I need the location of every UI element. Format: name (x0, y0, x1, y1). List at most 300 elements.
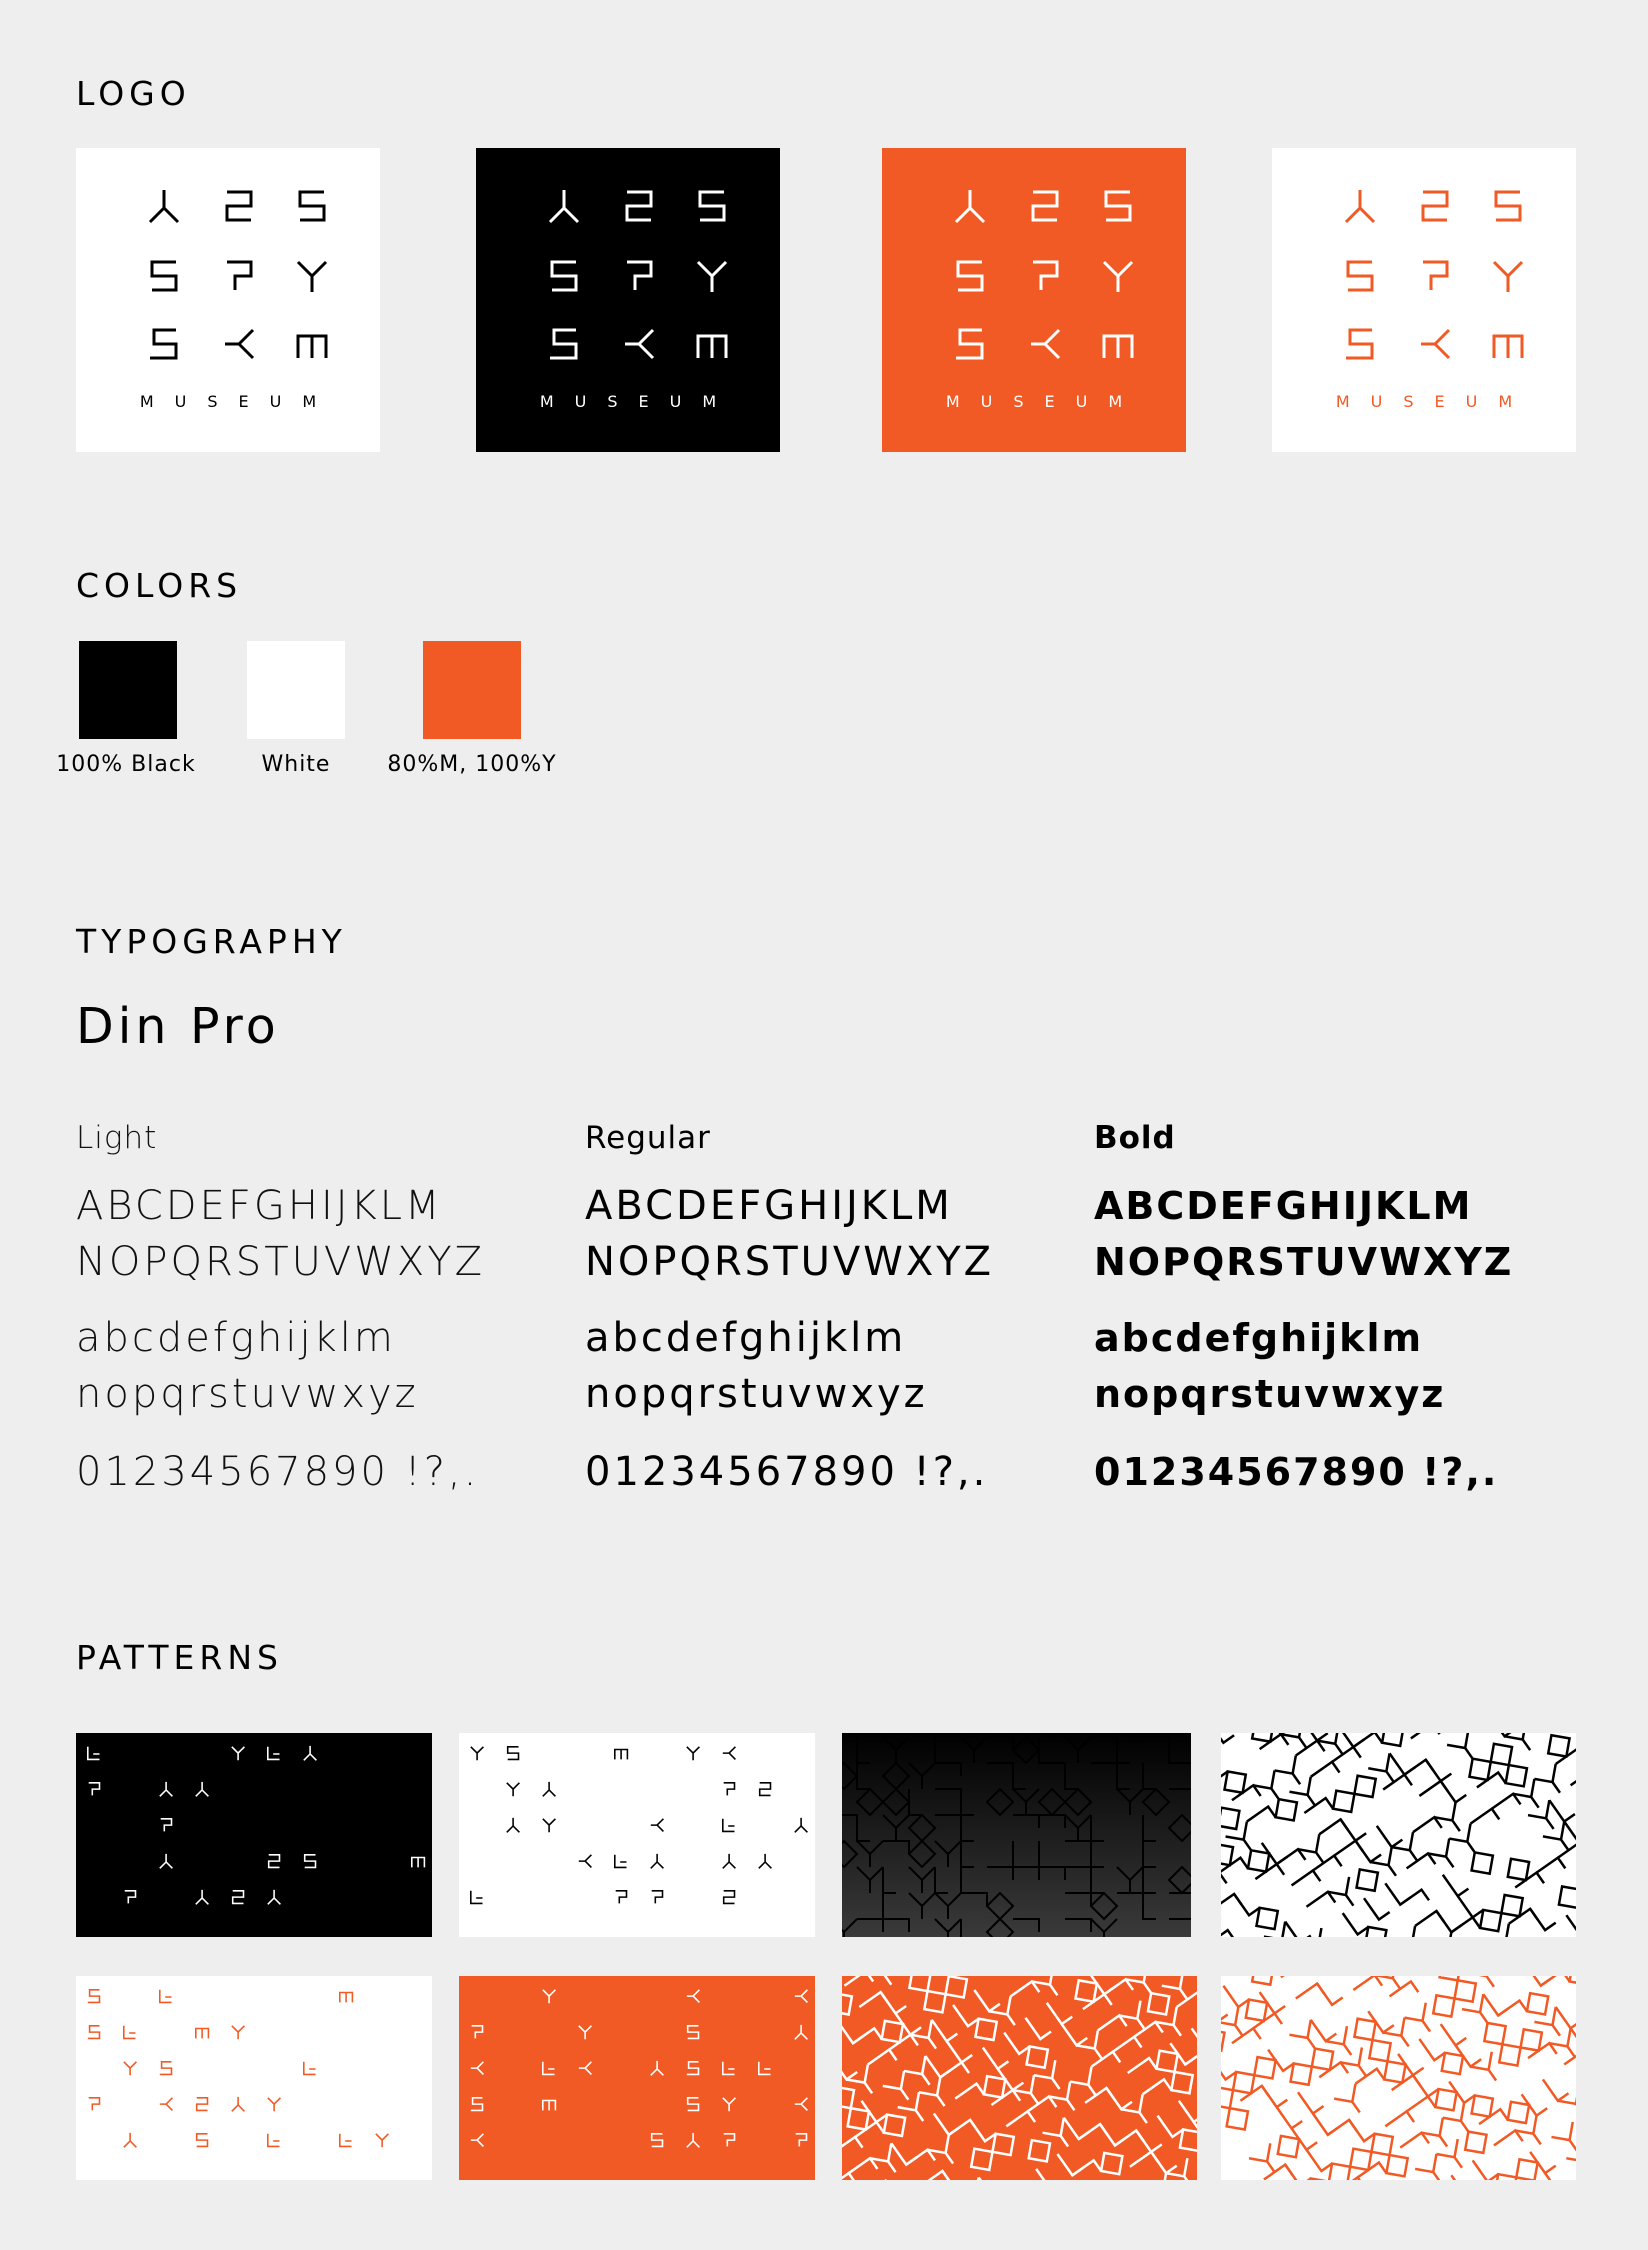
specimen-uppercase-2: NOPQRSTUVWXYZ (76, 1239, 486, 1285)
pattern-line (1556, 2000, 1576, 2029)
pattern-line (1343, 1906, 1369, 1935)
pattern-maze-orange-on-white (1221, 1976, 1576, 2180)
pattern-glyph (652, 1891, 663, 1904)
pattern-line (1179, 2093, 1197, 2122)
logo-wordmark: MUSEUM (539, 392, 738, 411)
pattern-maze-white (1221, 1733, 1576, 1937)
pattern-line (1232, 2028, 1261, 2054)
pattern-line (974, 1983, 1000, 2012)
pattern-glyph (304, 2062, 316, 2075)
pattern-glyph (268, 2098, 281, 2112)
pattern-line (1390, 1981, 1419, 2007)
pattern-line (1551, 2122, 1576, 2158)
pattern-line (874, 2013, 910, 2049)
pattern-line (1494, 2131, 1523, 2157)
logo-glyph (1421, 330, 1449, 358)
pattern-line (1260, 1734, 1289, 1760)
pattern-glyph (196, 1890, 209, 1904)
pattern-art (842, 1733, 1191, 1937)
pattern-glyph (760, 1783, 771, 1796)
pattern-maze-orange (842, 1976, 1197, 2180)
pattern-glyph (268, 1747, 280, 1760)
pattern-line (1500, 1851, 1536, 1887)
pattern-line (1543, 2072, 1569, 2101)
pattern-glyph (723, 1747, 736, 1760)
pattern-line (1519, 1986, 1555, 2022)
pattern-line (1083, 1994, 1112, 2020)
pattern-line (1498, 2001, 1527, 2027)
pattern-line (1443, 1867, 1469, 1896)
pattern-glyph (472, 2026, 483, 2039)
pattern-line (1530, 2144, 1556, 2173)
pattern-glyph (651, 2061, 664, 2075)
section-title-typography: TYPOGRAPHY (76, 922, 347, 961)
pattern-line (1341, 1812, 1367, 1841)
pattern-line (1221, 1873, 1227, 1899)
pattern-glyph (723, 2062, 735, 2075)
pattern-line (887, 1976, 923, 1977)
pattern-line (1317, 1976, 1343, 2005)
pattern-glyph (543, 1782, 556, 1796)
logo-glyph (298, 262, 326, 292)
weight-label-bold: Bold (1094, 1120, 1176, 1156)
weight-label-light: Light (76, 1120, 158, 1156)
pattern-glyph (543, 2062, 555, 2075)
pattern-glyph (579, 1855, 592, 1868)
logo-glyph (1031, 330, 1059, 358)
pattern-line (1311, 2012, 1337, 2041)
pattern-line (1266, 1733, 1292, 1734)
pattern-line (1051, 2175, 1087, 2180)
pattern-glyph (723, 1854, 736, 1868)
pattern-glyph (160, 2098, 173, 2111)
specimen-lowercase-2: nopqrstuvwxyz (1094, 1372, 1446, 1416)
pattern-line (1019, 2039, 1055, 2075)
pattern-line (1006, 2111, 1035, 2137)
pattern-line (1500, 2094, 1536, 2130)
font-name: Din Pro (76, 998, 280, 1055)
logo-glyph (152, 262, 176, 290)
pattern-line (1281, 1976, 1310, 1988)
specimen-numbers: 01234567890 !?,. (76, 1449, 480, 1495)
pattern-line (955, 2084, 984, 2110)
pattern-line (1128, 2058, 1157, 2084)
pattern-glyph (687, 1747, 700, 1761)
pattern-line (1368, 2004, 1394, 2033)
pattern-line (1428, 2082, 1464, 2118)
pattern-line (1551, 1879, 1576, 1915)
pattern-glyph (305, 1855, 316, 1868)
specimen-lowercase-1: abcdefghijklm (76, 1315, 396, 1361)
pattern-line (1336, 2177, 1365, 2180)
pattern-line (1177, 1992, 1197, 2018)
pattern-line (1415, 2154, 1451, 2180)
pattern-line (1434, 1802, 1470, 1838)
pattern-line (1234, 1887, 1260, 1916)
pattern-line (1379, 2148, 1415, 2180)
pattern-line (1302, 1733, 1328, 1741)
pattern-glyph (759, 2062, 771, 2075)
color-swatch-orange (423, 641, 521, 739)
section-title-colors: COLORS (76, 566, 243, 605)
pattern-line (1334, 2084, 1370, 2120)
specimen-uppercase-2: NOPQRSTUVWXYZ (1094, 1240, 1514, 1284)
pattern-line (1375, 1733, 1411, 1753)
pattern-glyph (232, 1747, 245, 1761)
pattern-line (1419, 2032, 1445, 2061)
logo-glyph (627, 262, 651, 290)
pattern-glyphs-white (459, 1733, 815, 1937)
pattern-line (1432, 1733, 1461, 1734)
pattern-glyph (124, 2062, 137, 2076)
pattern-glyph (232, 2097, 245, 2111)
pattern-line (1221, 2022, 1232, 2058)
pattern-line (1192, 2021, 1197, 2050)
pattern-line (1140, 1986, 1176, 2022)
pattern-glyph (471, 2134, 484, 2147)
logo-glyph (698, 336, 726, 358)
pattern-line (1319, 2062, 1348, 2088)
pattern-glyph (651, 1854, 664, 1868)
pattern-glyph (723, 1819, 735, 1832)
pattern-art (1221, 1733, 1576, 1937)
pattern-line (1451, 1917, 1480, 1937)
pattern-line (1268, 2042, 1294, 2071)
pattern-line (1543, 1822, 1576, 1858)
pattern-line (1541, 1976, 1570, 1996)
pattern-line (1549, 1793, 1575, 1822)
pattern-glyph (543, 2101, 556, 2111)
specimen-uppercase-1: ABCDEFGHIJKLM (76, 1183, 443, 1229)
pattern-line (1245, 1976, 1281, 1992)
pattern-glyph (124, 2133, 137, 2147)
pattern-line (991, 2090, 1020, 2116)
pattern-line (1422, 2118, 1458, 2154)
pattern-line (906, 2150, 935, 2176)
pattern-glyph (89, 2098, 100, 2111)
pattern-line (1562, 1976, 1576, 1992)
specimen-lowercase-2: nopqrstuvwxyz (76, 1371, 419, 1417)
pattern-line (1383, 1775, 1412, 1801)
pattern-line (1400, 2133, 1429, 2159)
pattern-glyph (543, 1819, 556, 1833)
pattern-line (1407, 1853, 1436, 1879)
pattern-glyph (232, 2026, 245, 2040)
pattern-glyph (652, 2134, 663, 2147)
pattern-glyph (340, 2134, 352, 2147)
pattern-glyph (543, 1990, 556, 2004)
pattern-line (1564, 2050, 1576, 2076)
pattern-line (1426, 1752, 1452, 1781)
pattern-line (1221, 1764, 1253, 1800)
pattern-line (842, 2051, 857, 2080)
pattern-line (1070, 2067, 1106, 2103)
pattern-line (1072, 2160, 1101, 2180)
pattern-line (1240, 1843, 1276, 1879)
pattern-line (1047, 1995, 1073, 2024)
section-title-patterns: PATTERNS (76, 1638, 283, 1677)
pattern-glyph (88, 1747, 100, 1760)
specimen-uppercase-1: ABCDEFGHIJKLM (585, 1183, 953, 1229)
pattern-glyphs-white-on-orange (459, 1976, 815, 2180)
pattern-line (1490, 1733, 1516, 1736)
pattern-line (1296, 1741, 1325, 1767)
pattern-line (868, 2050, 897, 2076)
pattern-line (1185, 2050, 1197, 2076)
pattern-line (861, 2093, 887, 2122)
pattern-line (1400, 1890, 1429, 1916)
pattern-glyph (471, 2062, 484, 2075)
weight-label-regular: Regular (585, 1120, 711, 1156)
logo-glyph (550, 330, 576, 358)
pattern-line (1109, 2174, 1135, 2180)
color-label-white: White (261, 752, 331, 777)
logo-variant-black-on-white (76, 148, 380, 452)
pattern-line (1221, 1894, 1242, 1920)
pattern-line (1396, 1976, 1432, 1981)
pattern-glyph (304, 1746, 317, 1760)
logo-wordmark: MUSEUM (139, 392, 338, 411)
pattern-line (1558, 2086, 1576, 2122)
section-title-logo: LOGO (76, 74, 191, 113)
pattern-line (1262, 2078, 1288, 2107)
pattern-glyph (688, 2026, 699, 2039)
pattern-line (1021, 2133, 1057, 2169)
pattern-line (1260, 1985, 1286, 2014)
pattern-line (842, 2123, 844, 2152)
pattern-glyph (507, 1783, 520, 1797)
specimen-lowercase-1: abcdefghijklm (1094, 1316, 1424, 1360)
logo-glyph (150, 190, 178, 222)
pattern-glyph (340, 1993, 353, 2003)
logo-glyph (150, 330, 176, 358)
logo-glyph (956, 330, 982, 358)
pattern-line (1285, 1914, 1311, 1937)
pattern-line (1464, 2088, 1500, 2124)
pattern-glyph (723, 2098, 736, 2112)
pattern-line (1364, 1891, 1390, 1920)
logo-glyph (550, 190, 578, 222)
pattern-line (1223, 1978, 1249, 2007)
pattern-line (1049, 2082, 1085, 2118)
pattern-line (1571, 1770, 1576, 1796)
logo-glyph (1496, 192, 1520, 220)
pattern-line (842, 2101, 876, 2137)
pattern-line (1534, 1764, 1570, 1800)
pattern-line (976, 2069, 1012, 2105)
pattern-line (1522, 2087, 1548, 2116)
pattern-line (910, 2020, 946, 2056)
logo-glyph (298, 336, 326, 358)
pattern-line (1092, 2052, 1121, 2078)
type-specimen-regular (585, 1120, 1085, 1500)
pattern-line (968, 2011, 1004, 2047)
pattern-line (1264, 2165, 1293, 2180)
logo-glyph (1104, 262, 1132, 292)
pattern-line (1479, 2109, 1508, 2135)
pattern-art (76, 1976, 432, 2180)
logo-variant-white-on-black (476, 148, 780, 452)
pattern-line (1221, 2007, 1253, 2043)
pattern-line (853, 2028, 882, 2054)
pattern-line (844, 1976, 873, 1996)
color-label-black: 100% Black (56, 752, 196, 777)
logo-wordmark: MUSEUM (945, 392, 1144, 411)
pattern-glyph (724, 2134, 735, 2147)
pattern-glyph (124, 2026, 136, 2039)
pattern-line (1136, 2123, 1162, 2152)
pattern-line (842, 1986, 859, 2022)
pattern-line (870, 2143, 906, 2179)
pattern-glyph (795, 2025, 808, 2039)
specimen-lowercase-1: abcdefghijklm (585, 1315, 907, 1361)
pattern-line (1377, 1818, 1403, 1847)
pattern-glyph (233, 1891, 244, 1904)
pattern-line (1458, 2124, 1494, 2160)
pattern-glyphs-orange-on-white (76, 1976, 432, 2180)
pattern-line (1411, 1733, 1440, 1749)
pattern-line (1298, 1834, 1334, 1870)
pattern-art (842, 1976, 1197, 2180)
pattern-line (1477, 1773, 1506, 1799)
pattern-line (1270, 2128, 1306, 2164)
pattern-line (1541, 1733, 1576, 1764)
pattern-glyph (687, 2133, 700, 2147)
pattern-glyph (724, 1891, 735, 1904)
pattern-glyph (88, 1990, 100, 2003)
pattern-line (1121, 2094, 1157, 2130)
pattern-glyph (160, 2062, 172, 2075)
logo-glyph (1494, 336, 1522, 358)
pattern-glyph (160, 1854, 173, 1868)
logo-glyph (698, 262, 726, 292)
pattern-glyph (268, 1890, 281, 1904)
logo-glyph (1104, 336, 1132, 358)
pattern-line (1221, 1993, 1228, 2022)
pattern-line (1385, 2111, 1414, 2137)
pattern-line (1275, 1756, 1311, 1792)
pattern-glyph (579, 2062, 592, 2075)
pattern-line (1300, 1928, 1336, 1937)
logo-glyph (1346, 190, 1374, 222)
logo-variant-white-on-orange (882, 148, 1186, 452)
pattern-line (1172, 2122, 1197, 2158)
logo-glyph (958, 262, 982, 290)
pattern-glyphs-black (76, 1733, 432, 1937)
pattern-glyph (161, 1819, 172, 1832)
pattern-line (1530, 1901, 1556, 1930)
pattern-glyph (471, 2098, 483, 2111)
logo-glyph (1494, 262, 1522, 292)
pattern-glyph (688, 2098, 699, 2111)
specimen-lowercase-2: nopqrstuvwxyz (585, 1371, 928, 1417)
pattern-art (1221, 1976, 1576, 2180)
pattern-line (979, 2170, 1005, 2180)
pattern-line (1358, 1920, 1394, 1937)
type-specimen-bold (1094, 1120, 1594, 1500)
pattern-art (459, 1733, 815, 1937)
pattern-line (885, 2172, 911, 2180)
pattern-line (1392, 1832, 1428, 1868)
pattern-line (1221, 1836, 1240, 1872)
logo-glyph (1346, 330, 1372, 358)
color-swatch-black (79, 641, 177, 739)
pattern-line (942, 2164, 968, 2180)
pattern-line (1268, 1792, 1304, 1828)
pattern-line (1449, 2074, 1475, 2103)
pattern-glyph (471, 1747, 484, 1761)
specimen-uppercase-1: ABCDEFGHIJKLM (1094, 1184, 1473, 1228)
pattern-line (1221, 2101, 1255, 2137)
pattern-line (876, 2107, 912, 2143)
pattern-glyph (471, 1891, 483, 1904)
pattern-line (1098, 2016, 1127, 2042)
pattern-line (1573, 1864, 1576, 1900)
pattern-line (1451, 2168, 1477, 2180)
pattern-glyph (412, 1858, 425, 1868)
pattern-glyph (508, 1747, 519, 1760)
pattern-line (1447, 1733, 1483, 1766)
pattern-line (1158, 2108, 1184, 2137)
pattern-line (1249, 1900, 1285, 1936)
pattern-line (1077, 2030, 1113, 2066)
pattern-line (1221, 1800, 1247, 1836)
pattern-line (940, 2062, 969, 2088)
pattern-line (1255, 1864, 1284, 1890)
logo-glyph (227, 262, 251, 290)
pattern-line (1528, 2043, 1557, 2069)
logo-glyph (1106, 192, 1130, 220)
pattern-glyph (795, 2098, 808, 2111)
specimen-uppercase-2: NOPQRSTUVWXYZ (585, 1239, 995, 1285)
pattern-line (883, 2071, 919, 2107)
logo-glyph (625, 330, 653, 358)
logo-wordmark: MUSEUM (1335, 392, 1534, 411)
pattern-glyph (579, 2026, 592, 2040)
pattern-glyph (616, 1891, 627, 1904)
pattern-line (928, 2135, 964, 2171)
color-swatch-white (247, 641, 345, 739)
pattern-glyph (795, 1990, 808, 2003)
logo-glyph (1348, 262, 1372, 290)
pattern-line (1089, 1976, 1115, 1994)
logo-glyph (700, 192, 724, 220)
pattern-line (953, 1997, 979, 2026)
pattern-line (1428, 1839, 1464, 1875)
pattern-line (1430, 1932, 1466, 1937)
pattern-glyph (687, 1990, 700, 2003)
pattern-maze-dark-gradient (842, 1733, 1191, 1937)
pattern-line (1238, 1992, 1274, 2028)
logo-glyph (1423, 262, 1447, 290)
pattern-glyph (269, 1855, 280, 1868)
pattern-line (842, 2173, 856, 2180)
pattern-glyph (89, 1783, 100, 1796)
pattern-line (1011, 1981, 1040, 2007)
pattern-glyph (160, 1782, 173, 1796)
pattern-line (842, 2137, 863, 2163)
pattern-line (970, 2112, 996, 2141)
pattern-line (1221, 2051, 1236, 2080)
pattern-line (1515, 1873, 1544, 1899)
pattern-glyph (196, 2029, 209, 2039)
logo-glyph (300, 192, 324, 220)
pattern-glyph (88, 2026, 100, 2039)
specimen-numbers: 01234567890 !?,. (1094, 1450, 1499, 1494)
pattern-line (1338, 1733, 1364, 1747)
pattern-line (1468, 1733, 1497, 1741)
pattern-line (1221, 1930, 1235, 1937)
